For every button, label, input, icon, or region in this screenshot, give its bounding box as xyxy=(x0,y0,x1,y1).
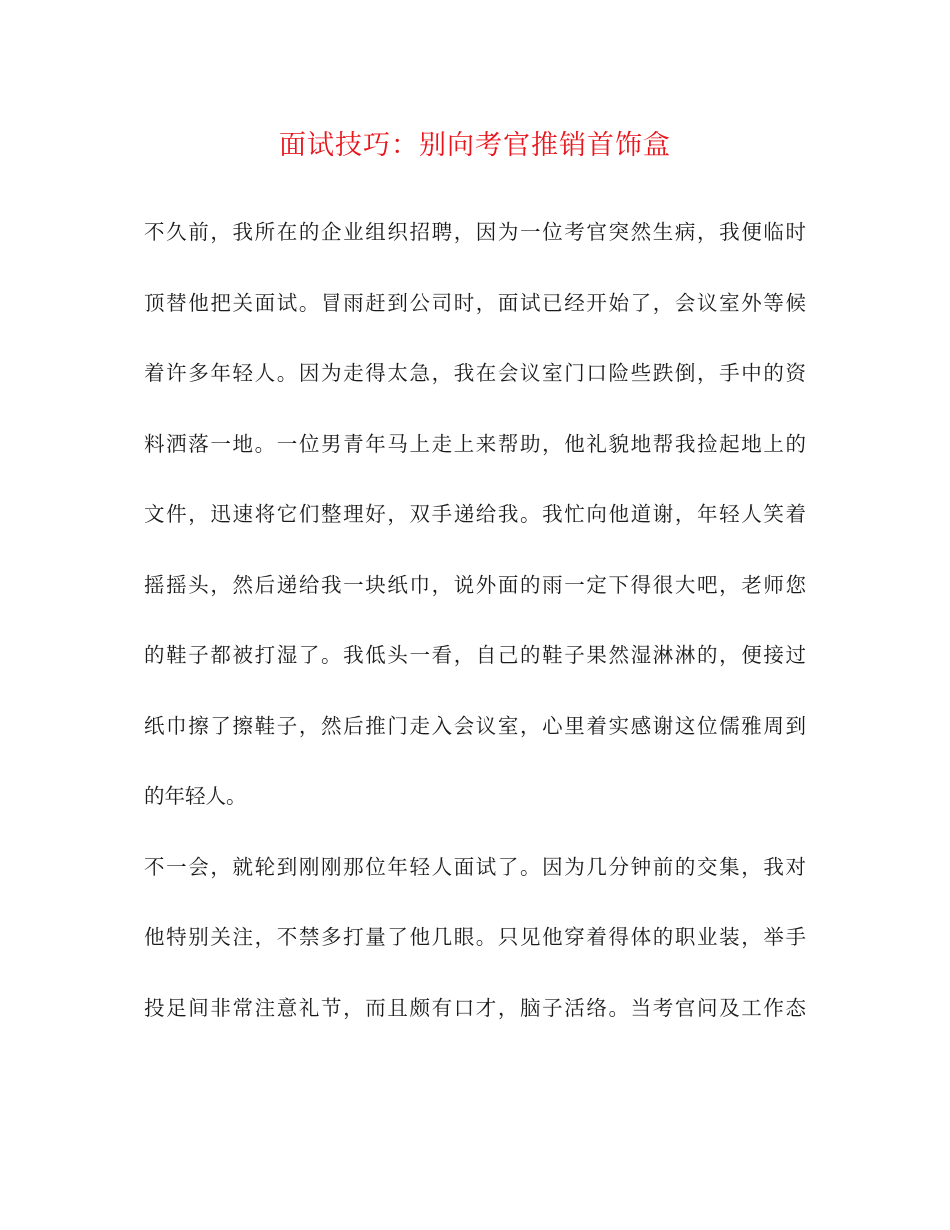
text-line: 摇摇头，然后递给我一块纸巾，说外面的雨一定下得很大吧，老师您 xyxy=(144,572,806,597)
text-line: 顶替他把关面试。冒雨赶到公司时，面试已经开始了，会议室外等候 xyxy=(144,290,806,315)
text-line: 纸巾擦了擦鞋子，然后推门走入会议室，心里着实感谢这位儒雅周到 xyxy=(144,713,806,738)
text-line: 不一会，就轮到刚刚那位年轻人面试了。因为几分钟前的交集，我对 xyxy=(144,854,806,879)
text-line: 着许多年轻人。因为走得太急，我在会议室门口险些跌倒，手中的资 xyxy=(144,361,806,385)
text-line: 投足间非常注意礼节，而且颇有口才，脑子活络。当考官问及工作态 xyxy=(144,995,806,1020)
text-line: 不久前，我所在的企业组织招聘，因为一位考官突然生病，我便临时 xyxy=(144,220,806,244)
paragraph-2 xyxy=(144,843,806,1032)
text-line: 文件，迅速将它们整理好，双手递给我。我忙向他道谢，年轻人笑着 xyxy=(144,502,806,526)
text-line: 的年轻人。 xyxy=(144,784,247,808)
text-line: 的鞋子都被打湿了。我低头一看，自己的鞋子果然湿淋淋的，便接过 xyxy=(144,643,806,667)
paragraph-1 xyxy=(144,208,806,820)
text-line: 他特别关注，不禁多打量了他几眼。只见他穿着得体的职业装，举手 xyxy=(144,925,806,949)
page-title: 面试技巧：别向考官推销首饰盒 xyxy=(279,130,671,161)
article-body xyxy=(144,208,806,1054)
text-line: 料洒落一地。一位男青年马上走上来帮助，他礼貌地帮我捡起地上的 xyxy=(144,431,806,456)
